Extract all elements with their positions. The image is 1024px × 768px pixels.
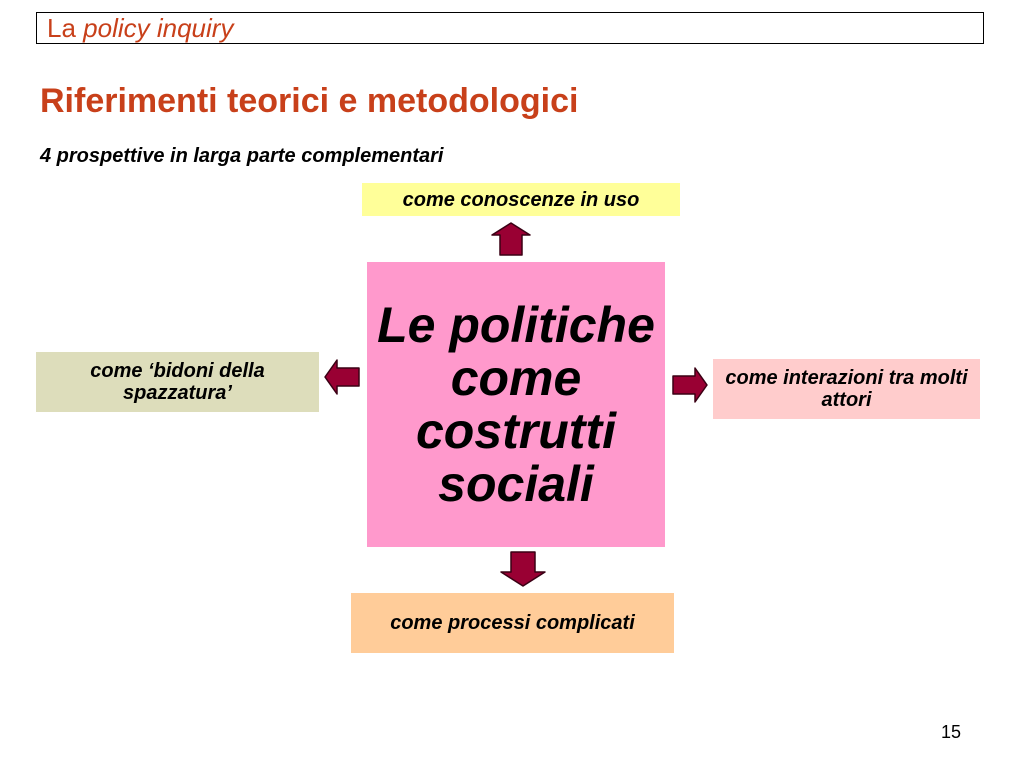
slide-title-italic: policy inquiry — [83, 13, 234, 43]
arrow-down-icon — [500, 551, 546, 587]
left-perspective-label: come ‘bidoni della spazzatura’ — [90, 360, 265, 404]
top-perspective-box — [362, 183, 680, 216]
arrow-up-icon — [491, 222, 531, 256]
bottom-perspective-box — [351, 593, 674, 653]
top-perspective-label: come conoscenze in uso — [402, 188, 640, 211]
right-perspective-label: come interazioni tra molti attori — [725, 367, 968, 411]
slide-title-prefix: La — [47, 13, 76, 43]
arrow-left-icon — [324, 359, 360, 395]
arrow-right-icon — [672, 367, 708, 403]
right-perspective-box — [713, 359, 980, 419]
slide-title — [36, 12, 984, 44]
left-perspective-box — [36, 352, 319, 412]
central-concept-label: Le politiche come costrutti sociali — [377, 296, 655, 512]
slide-heading: Riferimenti teorici e metodologici — [40, 82, 579, 120]
bottom-perspective-label: come processi complicati — [390, 612, 635, 634]
slide-subheading: 4 prospettive in larga parte complementari — [40, 145, 444, 167]
central-concept-box — [367, 262, 665, 547]
page-number: 15 — [941, 722, 962, 742]
